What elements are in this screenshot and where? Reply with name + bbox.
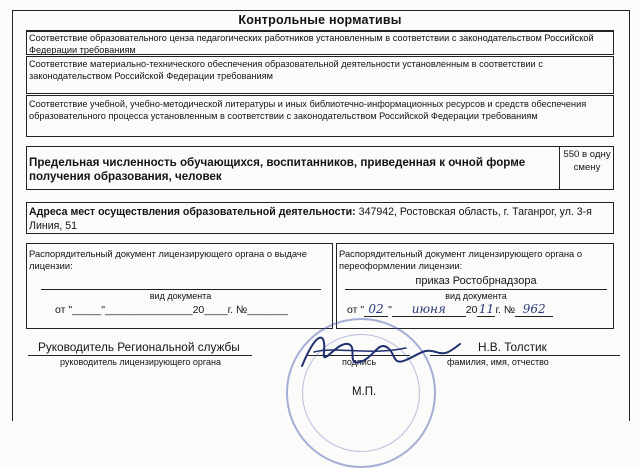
norm-text-1: Соответствие образовательного ценза педагогических работников установленным в соответствии с законодательством Российской Федерации требованиям (29, 33, 594, 55)
reissue-year-prefix: 20 (465, 304, 478, 316)
reissue-doc-type-line (345, 289, 607, 290)
section-title: Контрольные нормативы (238, 13, 402, 27)
reissue-doc-box (336, 243, 614, 329)
capacity-value: 550 в одну смену (563, 149, 611, 173)
norm-text-3: Соответствие учебной, учебно-методической литературы и иных библиотечно-информационных ресурсов и средств обеспечения образовательного процесса установленным в соответствии с законодательством Российской Федерации требованиям (29, 99, 587, 121)
issue-doc-heading: Распорядительный документ лицензирующего органа о выдаче лицензии: (29, 248, 307, 271)
stamp-mp: М.П. (352, 386, 377, 398)
norm-text-2: Соответствие материально-технического обеспечения образовательной деятельности установленным в соответствии с законодательством Российской Федерации требованиям (29, 59, 543, 81)
address-value: 347942, Ростовская область, г. Таганрог, ул. 3-я Линия, 51 (29, 206, 592, 232)
reissue-doc-heading: Распорядительный документ лицензирующего органа о переоформлении лицензии: (339, 248, 583, 271)
signer-position-line (28, 355, 252, 356)
signer-name-caption: фамилия, имя, отчество (447, 357, 549, 367)
reissue-ot: от " (347, 304, 365, 316)
address-label: Адреса мест осуществления образовательной деятельности: (29, 206, 356, 218)
reissue-doc-type: приказ Ростобрнадзора (415, 275, 537, 287)
reissue-doc-caption: вид документа (445, 291, 507, 301)
address-block (29, 206, 609, 233)
signature-caption: подпись (342, 357, 377, 367)
norm-row-2 (26, 56, 614, 94)
address-row (26, 202, 614, 234)
signer-name: Н.В. Толстик (478, 340, 547, 354)
reissue-year-tail: г. № (495, 304, 516, 316)
reissue-month: июня (392, 302, 466, 317)
issue-doc-date: от "_____"_______________20____г. №_______ (55, 304, 289, 316)
capacity-value-cell (559, 146, 614, 190)
norm-row-1 (26, 31, 614, 55)
reissue-doc-date: от " 02 " июня 2011г. № 962 (347, 302, 613, 317)
capacity-row (26, 146, 614, 190)
signer-position: Руководитель Региональной службы (38, 340, 240, 354)
reissue-year: 11 (478, 302, 495, 316)
signature-scribble (296, 322, 466, 382)
norm-row-3 (26, 95, 614, 137)
reissue-number: 962 (515, 302, 553, 317)
issue-doc-box (26, 243, 333, 329)
signer-position-caption: руководитель лицензирующего органа (60, 357, 221, 367)
issue-doc-caption: вид документа (149, 291, 212, 301)
capacity-label: Предельная численность обучающихся, воспитанников, приведенная к очной форме получения образования, человек (29, 156, 526, 183)
issue-doc-type-line (41, 289, 321, 290)
reissue-day: 02 (364, 302, 388, 317)
